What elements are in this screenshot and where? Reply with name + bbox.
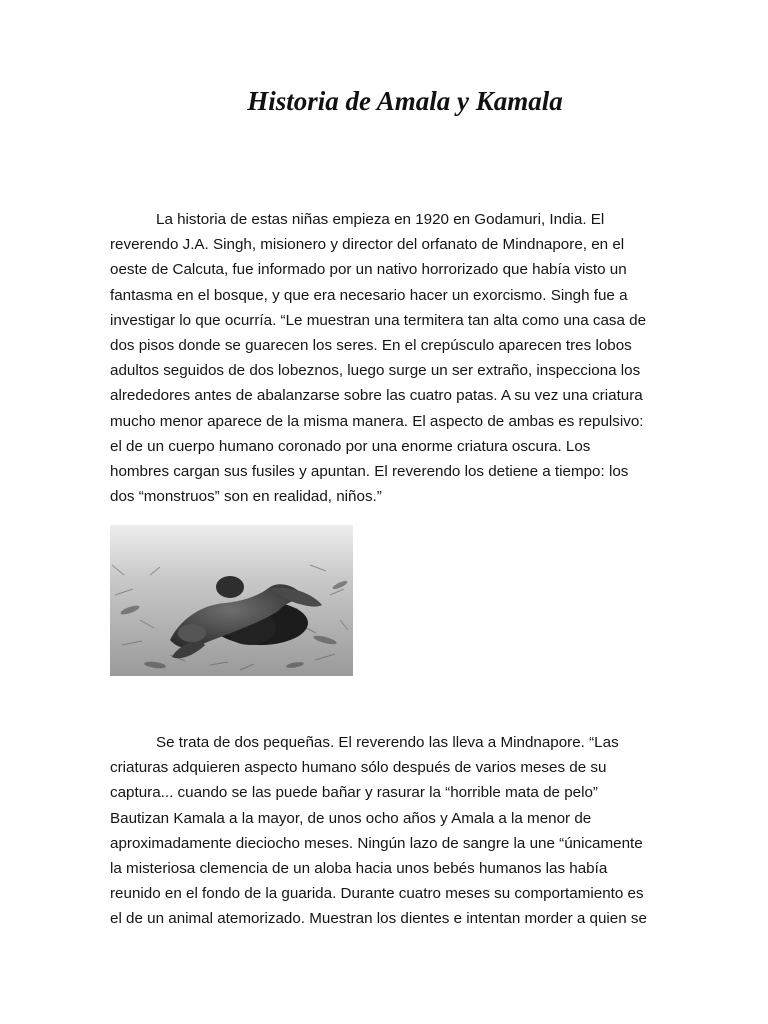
text-line: hombres cargan sus fusiles y apuntan. El reverendo los detiene a tiempo: los xyxy=(110,463,629,481)
text-line: mucho menor aparece de la misma manera. El aspecto de ambas es repulsivo: xyxy=(110,412,644,430)
text-line: reunido en el fondo de la guarida. Durante cuatro meses su comportamiento es xyxy=(110,885,644,903)
paragraph-1 xyxy=(110,207,666,509)
text-line: fantasma en el bosque, y que era necesario hacer un exorcismo. Singh fue a xyxy=(110,286,628,304)
text-line: dos pisos donde se guarecen los seres. En el crepúsculo aparecen tres lobos xyxy=(110,337,632,355)
document-title: Historia de Amala y Kamala xyxy=(247,86,563,116)
text-line: el de un animal atemorizado. Muestran los dientes e intentan morder a quien se xyxy=(110,910,647,928)
text-line: Se trata de dos pequeñas. El reverendo las lleva a Mindnapore. “Las xyxy=(156,734,619,751)
text-line: reverendo J.A. Singh, misionero y director del orfanato de Mindnapore, en el xyxy=(110,236,625,254)
paragraph-2 xyxy=(110,730,666,932)
text-line: el de un cuerpo humano coronado por una enorme criatura oscura. Los xyxy=(110,437,591,455)
text-line: aproximadamente dieciocho meses. Ningún lazo de sangre la une “únicamente xyxy=(110,834,643,852)
text-line: alrededores antes de abalanzarse sobre las cuatro patas. A su vez una criatura xyxy=(110,387,643,405)
text-line: criaturas adquieren aspecto humano sólo después de varios meses de su xyxy=(110,759,607,777)
text-line: adultos seguidos de dos lobeznos, luego surge un ser extraño, inspecciona los xyxy=(110,362,641,380)
text-line: oeste de Calcuta, fue informado por un nativo horrorizado que había visto un xyxy=(110,261,627,279)
text-line: la misteriosa clemencia de un aloba hacia unos bebés humanos las había xyxy=(110,860,608,878)
text-line: dos “monstruos” son en realidad, niños.” xyxy=(110,488,382,506)
text-line: investigar lo que ocurría. “Le muestran una termitera tan alta como una casa de xyxy=(110,311,647,329)
text-line: Bautizan Kamala a la mayor, de unos ocho años y Amala a la menor de xyxy=(110,809,592,827)
text-line: captura... cuando se las puede bañar y rasurar la “horrible mata de pelo” xyxy=(110,784,598,802)
photo-feral-children xyxy=(110,525,353,676)
text-line: La historia de estas niñas empieza en 1920 en Godamuri, India. El xyxy=(156,211,605,228)
